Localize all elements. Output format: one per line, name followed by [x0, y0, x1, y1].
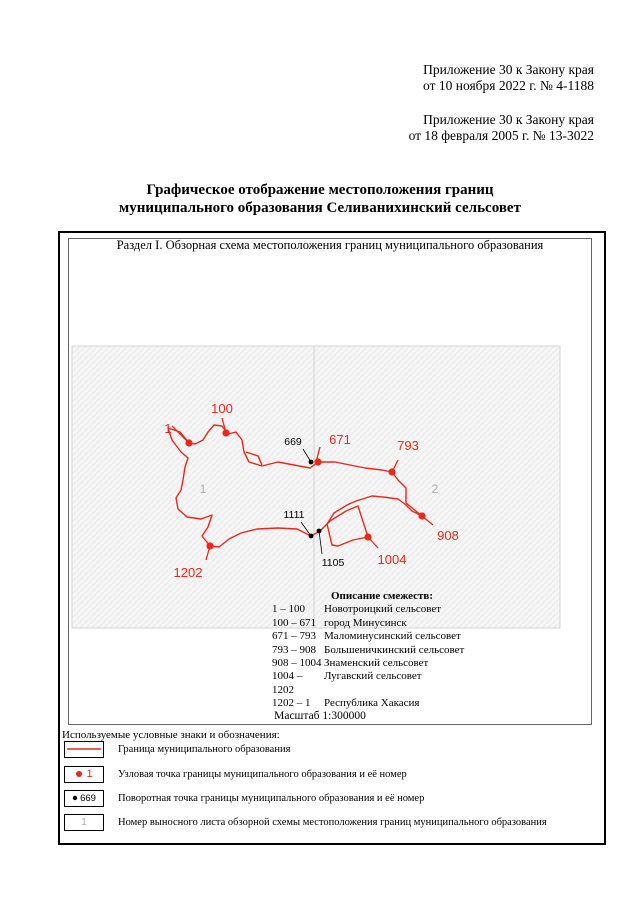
- adjacency-neighbor: Республика Хакасия: [324, 697, 420, 710]
- turning-label-669: 669: [284, 436, 302, 448]
- adjacency-row: [272, 617, 482, 630]
- turning-label-1111: 1111: [283, 509, 305, 521]
- adjacency-row: [272, 603, 482, 616]
- nodal-label-671: 671: [329, 432, 351, 447]
- adjacency-row: [272, 697, 482, 710]
- legend-text: Номер выносного листа обзорной схемы местоположения границ муниципального образования: [118, 816, 547, 828]
- adjacency-range: 1 – 100: [272, 603, 305, 616]
- adjacency-range: 671 – 793: [272, 630, 316, 643]
- adjacency-neighbor: Большеничкинский сельсовет: [324, 643, 465, 656]
- legend-item-sheet-number: [64, 813, 547, 831]
- adjacency-row: [272, 630, 482, 643]
- adjacency-neighbor: город Минусинск: [324, 616, 407, 629]
- nodal-label-1202: 1202: [173, 565, 203, 580]
- legend-symbol-label: 1: [86, 768, 93, 780]
- nodal-point-1202: [206, 542, 213, 549]
- header-line: от 18 февраля 2005 г. № 13-3022: [408, 128, 594, 143]
- nodal-point-100: [222, 429, 229, 436]
- adjacency-title: Описание смежеств:: [330, 590, 434, 602]
- adjacency-range: 1202 – 1: [272, 697, 311, 710]
- adjacency-row: [272, 657, 482, 670]
- adjacency-range: 1004 – 1202: [272, 670, 303, 696]
- section-title: Раздел I. Обзорная схема местоположения границ муниципального образования: [116, 238, 544, 252]
- nodal-point-793: [388, 468, 395, 475]
- nodal-point-908: [418, 512, 425, 519]
- adjacency-description: [272, 590, 482, 711]
- nodal-label-1004: 1004: [377, 552, 407, 567]
- legend-text: Поворотная точка границы муниципального образования и её номер: [118, 792, 425, 804]
- legend-symbol-label: 1: [81, 816, 87, 828]
- nodal-label-1: 1: [164, 421, 172, 436]
- nodal-label-100: 100: [211, 401, 233, 416]
- header-line: от 10 ноября 2022 г. № 4-1188: [423, 78, 594, 93]
- legend-item-boundary: [64, 740, 290, 758]
- nodal-point-671: [314, 458, 321, 465]
- legend-item-nodal-point: [64, 765, 407, 783]
- legend-text: Граница муниципального образования: [118, 743, 291, 755]
- adjacency-row: [272, 644, 482, 657]
- adjacency-neighbor: Новотроицкий сельсовет: [324, 603, 442, 616]
- sheet-label-1: 1: [199, 482, 207, 496]
- adjacency-row: [272, 670, 482, 697]
- adjacency-neighbor: Маломинусинский сельсовет: [324, 630, 461, 643]
- title-line: Графическое отображение местоположения границ: [146, 182, 494, 198]
- adjacency-range: 908 – 1004: [272, 657, 322, 670]
- adjacency-neighbor: Лугавский сельсовет: [324, 670, 422, 683]
- map-scale: Масштаб 1:300000: [274, 710, 366, 722]
- nodal-point-1: [185, 439, 192, 446]
- legend-symbol-label: 669: [80, 792, 96, 804]
- sheet-number-icon: [64, 814, 104, 831]
- adjacency-range: 793 – 908: [272, 643, 316, 656]
- header-line: Приложение 30 к Закону края: [423, 112, 594, 127]
- title-line: муниципального образования Селиванихинский сельсовет: [119, 200, 521, 216]
- sheet-1-area: [72, 346, 314, 628]
- header-line: Приложение 30 к Закону края: [423, 62, 594, 77]
- turning-label-1105: 1105: [321, 557, 345, 569]
- nodal-point-1004: [364, 533, 371, 540]
- adjacency-neighbor: Знаменский сельсовет: [324, 657, 429, 670]
- legend-item-turning-point: [64, 789, 424, 807]
- nodal-label-908: 908: [437, 528, 459, 543]
- sheet-label-2: 2: [431, 482, 439, 496]
- turning-point-icon: [64, 790, 104, 807]
- legend-title: Используемые условные знаки и обозначения:: [62, 729, 280, 741]
- nodal-label-793: 793: [397, 438, 419, 453]
- nodal-point-icon: [64, 766, 104, 783]
- boundary-line-icon: [64, 741, 104, 758]
- legend-text: Узловая точка границы муниципального образования и её номер: [118, 768, 407, 780]
- adjacency-range: 100 – 671: [272, 616, 316, 629]
